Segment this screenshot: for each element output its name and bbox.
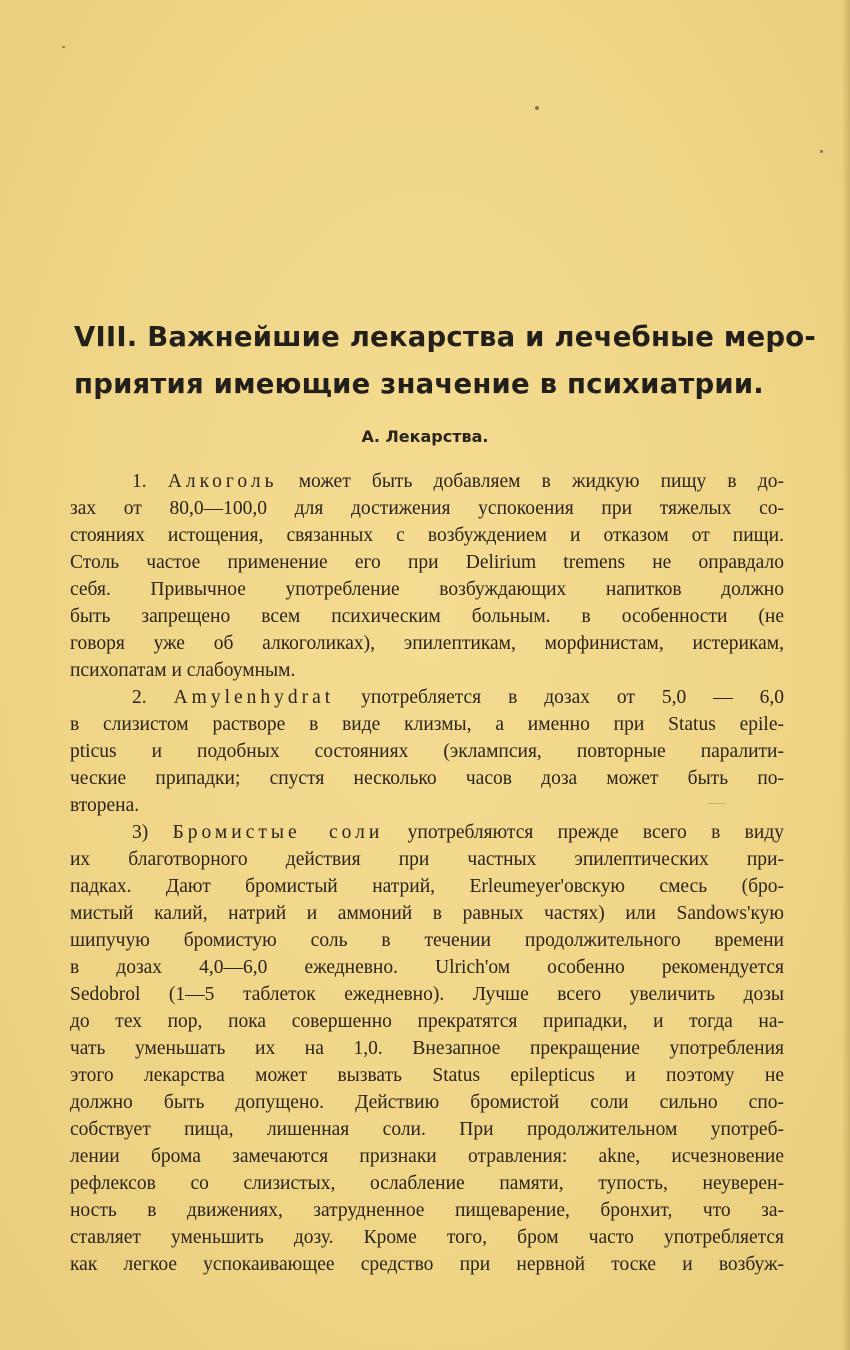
paragraph-3-line: должно быть допущено. Действию бромистой соли сильно спо- (70, 1092, 784, 1113)
item-number: 2. (132, 687, 174, 708)
item-number: 1. (132, 471, 168, 492)
paragraph-3-line: Sedobrol (1—5 таблеток ежедневно). Лучше всего увеличить дозы (70, 984, 784, 1005)
paragraph-2-line (70, 684, 784, 711)
paragraph-1-line: зах от 80,0—100,0 для достижения успокоения при тяжелых со- (70, 498, 784, 519)
paragraph-3-line: этого лекарства может вызвать Status epilepticus и поэтому не (70, 1065, 784, 1086)
chapter-title-line: VIII. Важнейшие лекарства и лечебные меро- (74, 321, 816, 353)
paragraph-3-line (70, 819, 784, 846)
line-text: может быть добавляем в жидкую пищу в до- (277, 471, 785, 492)
chapter-title-line: приятия имеющие значение в психиатрии. (74, 368, 764, 400)
term-amylenhydrat: Amylenhydrat (173, 687, 335, 708)
paragraph-3-line: мистый калий, натрий и аммоний в равных частях) или Sandows'кую (70, 903, 784, 924)
paragraph-2-line: в слизистом растворе в виде клизмы, а именно при Status epile- (70, 714, 784, 735)
paragraph-3-line: их благотворного действия при частных эпилептических при- (70, 849, 784, 870)
paragraph-3-line: ность в движениях, затрудненное пищеварение, бронхит, что за- (70, 1200, 784, 1221)
body-text (70, 468, 784, 1278)
term-bromide-salts: Бромистые соли (172, 822, 384, 843)
chapter-title (74, 314, 816, 408)
paragraph-2-line: pticus и подобных состояниях (эклампсия, повторные паралити- (70, 741, 784, 762)
paragraph-3-line: лении брома замечаются признаки отравления: akne, исчезновение (70, 1146, 784, 1167)
paragraph-3-line: чать уменьшать их на 1,0. Внезапное прекращение употребления (70, 1038, 784, 1059)
paragraph-1-line: быть запрещено всем психическим больным. в особенности (не (70, 606, 784, 627)
paragraph-3-line: до тех пор, пока совершенно прекратятся припадки, и тогда на- (70, 1011, 784, 1032)
paragraph-3-line: падках. Дают бромистый натрий, Erleumeyer'овскую смесь (бро- (70, 876, 784, 897)
paragraph-1-line: говоря уже об алкоголиках), эпилептикам, морфинистам, истерикам, (70, 633, 784, 654)
paragraph-3-line: ставляет уменьшить дозу. Кроме того, бром часто употребляется (70, 1227, 784, 1248)
line-text: употребляются прежде всего в виду (383, 822, 784, 843)
paragraph-1-line: психопатам и слабоумным. (70, 660, 296, 681)
paragraph-1-line: Столь частое применение его при Delirium tremens не оправдало (70, 552, 784, 573)
paragraph-3-line: собствует пища, лишенная соли. При продолжительном употреб- (70, 1119, 784, 1140)
paper-speck (820, 150, 823, 153)
paper-speck (535, 106, 539, 110)
paragraph-3-line: как легкое успокаивающее средство при нервной тоске и возбуж- (70, 1254, 784, 1275)
paragraph-1-line: стояниях истощения, связанных с возбуждением и отказом от пищи. (70, 525, 784, 546)
paragraph-1-line: себя. Привычное употребление возбуждающих напитков должно (70, 579, 784, 600)
paragraph-1-line (70, 468, 784, 495)
paragraph-3-line: рефлексов со слизистых, ослабление памяти, тупость, неуверен- (70, 1173, 784, 1194)
line-text: употребляется в дозах от 5,0 — 6,0 (334, 687, 784, 708)
paragraph-2-line: ческие припадки; спустя несколько часов доза может быть по- (70, 768, 784, 789)
page-edge-shadow (842, 0, 850, 1350)
paragraph-3-line: шипучую бромистую соль в течении продолжительного времени (70, 930, 784, 951)
item-number: 3) (132, 822, 173, 843)
paragraph-2-line: вторена. (70, 795, 140, 816)
section-title: А. Лекарства. (361, 427, 489, 446)
term-alcohol: Алкоголь (167, 471, 278, 492)
paragraph-3-line: в дозах 4,0—6,0 ежедневно. Ulrich'ом особенно рекомендуется (70, 957, 784, 978)
paper-speck (62, 46, 65, 48)
